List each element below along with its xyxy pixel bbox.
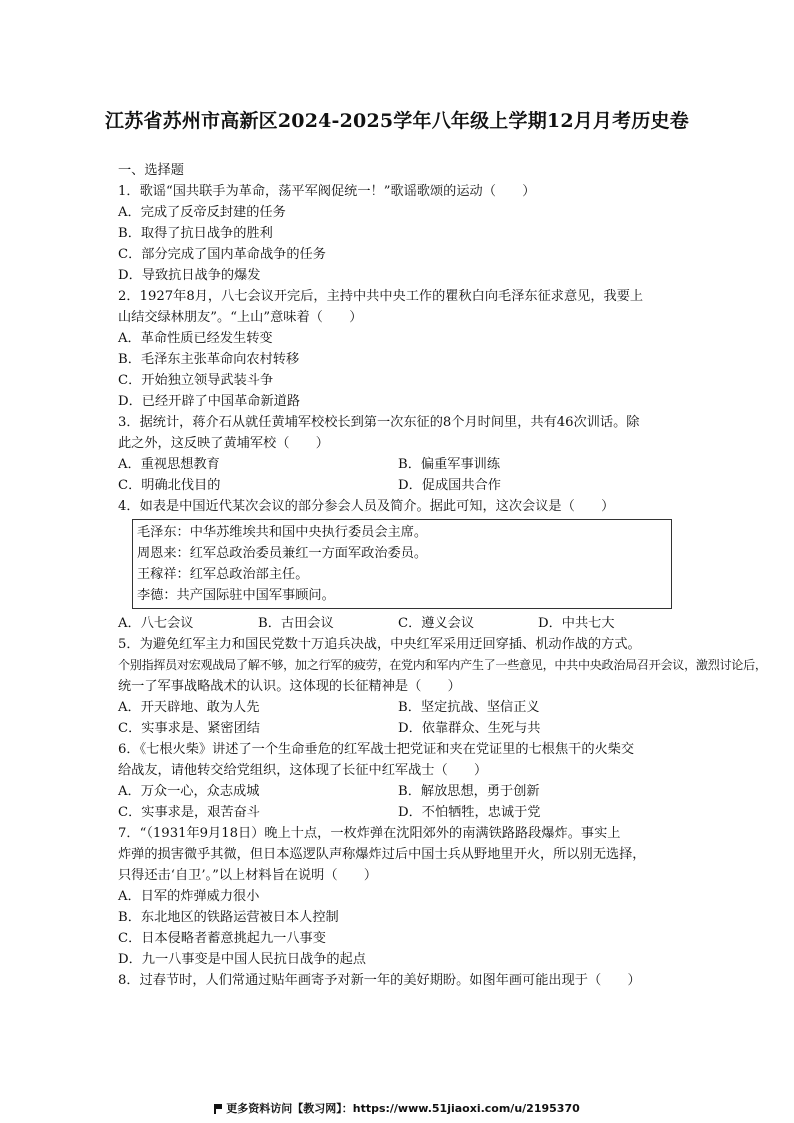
table-row: 王稼祥：红军总政治部主任。: [137, 567, 309, 582]
option-b: B．解放思想，勇于创新: [398, 784, 540, 799]
question-stem: 8．过春节时，人们常通过贴年画寄予对新一年的美好期盼。如图年画可能出现于（ ）: [118, 973, 641, 988]
question-2: [118, 286, 678, 412]
option-b: B．坚定抗战、坚信正义: [398, 700, 540, 715]
option-c: C．部分完成了国内革命战争的任务: [118, 247, 326, 262]
option-d: D．不怕牺牲，忠诚于党: [398, 805, 541, 820]
option-b: B．东北地区的铁路运营被日本人控制: [118, 910, 339, 925]
question-stem: 4．如表是中国近代某次会议的部分参会人员及简介。据此可知，这次会议是（ ）: [118, 499, 615, 514]
option-d: D．促成国共合作: [398, 478, 501, 493]
question-stem: 5．为避免红军主力和国民党数十万追兵决战，中央红军采用迂回穿插、机动作战的方式。: [118, 637, 641, 652]
question-stem: 个别指挥员对宏观战局了解不够，加之行军的疲劳，在党内和军内产生了一些意见，中共中央政治局召开会议，激烈讨论后，: [118, 658, 767, 672]
question-stem: 7．“（1931年9月18日）晚上十点，一枚炸弹在沈阳郊外的南满铁路路段爆炸。事实上: [118, 826, 621, 841]
question-stem: 山结交绿林朋友”。“上山”意味着（ ）: [118, 310, 363, 325]
question-1: [118, 181, 678, 286]
option-b: B．毛泽东主张革命向农村转移: [118, 352, 300, 367]
option-a: A．重视思想教育: [118, 457, 220, 472]
flag-icon: [214, 1104, 222, 1113]
question-4: [118, 496, 678, 634]
option-b: B．古田会议: [258, 616, 334, 631]
option-b: B．偏重军事训练: [398, 457, 501, 472]
footer-text: 更多资料访问【教习网】：https://www.51jiaoxi.com/u/2195370: [226, 1102, 580, 1115]
option-c: C．日本侵略者蓄意挑起九一八事变: [118, 931, 326, 946]
option-c: C．开始独立领导武装斗争: [118, 373, 274, 388]
option-c: C．实事求是、紧密团结: [118, 721, 260, 736]
footer-link[interactable]: [0, 1100, 794, 1116]
option-a: A．万众一心，众志成城: [118, 784, 260, 799]
question-3: [118, 412, 678, 496]
option-a: A．完成了反帝反封建的任务: [118, 205, 286, 220]
option-c: C．遵义会议: [398, 616, 475, 631]
question-list: [118, 160, 767, 991]
table-row: 李德：共产国际驻中国军事顾问。: [137, 588, 335, 603]
question-stem: 2．1927年8月，八七会议开完后，主持中共中央工作的瞿秋白向毛泽东征求意见，我要上: [118, 289, 644, 304]
question-6: [118, 739, 678, 823]
option-d: D．中共七大: [538, 616, 615, 631]
page-title: 江苏省苏州市高新区2024-2025学年八年级上学期12月月考历史卷: [105, 110, 689, 132]
question-stem: 只得还击‘自卫’。”以上材料旨在说明（ ）: [118, 868, 378, 883]
question-stem: 1．歌谣“国共联手为革命，荡平军阀促统一！”歌谣歌颂的运动（ ）: [118, 184, 536, 199]
question-stem: 统一了军事战略战术的认识。这体现的长征精神是（ ）: [118, 679, 461, 694]
option-d: D．已经开辟了中国革命新道路: [118, 394, 301, 409]
table-row: 毛泽东：中华苏维埃共和国中央执行委员会主席。: [137, 525, 428, 540]
option-a: A．日军的炸弹威力很小: [118, 889, 260, 904]
option-c: C．明确北伐目的: [118, 478, 221, 493]
option-a: A．八七会议: [118, 616, 194, 631]
question-stem: 6．《七根火柴》讲述了一个生命垂危的红军战士把党证和夹在党证里的七根焦干的火柴交: [118, 742, 635, 757]
option-a: A．开天辟地、敢为人先: [118, 700, 260, 715]
option-b: B．取得了抗日战争的胜利: [118, 226, 273, 241]
table-row: 周恩来：红军总政治委员兼红一方面军政治委员。: [137, 546, 428, 561]
question-7: [118, 823, 678, 970]
question-stem: 3．据统计，蒋介石从就任黄埔军校校长到第一次东征的8个月时间里，共有46次训话。除: [118, 415, 640, 430]
question-stem: 此之外，这反映了黄埔军校（ ）: [118, 436, 329, 451]
option-d: D．九一八事变是中国人民抗日战争的起点: [118, 952, 366, 967]
question-stem: 炸弹的损害微乎其微，但日本巡逻队声称爆炸过后中国士兵从野地里开火，所以别无选择，: [118, 847, 646, 862]
question-8: [118, 970, 678, 991]
option-a: A．革命性质已经发生转变: [118, 331, 273, 346]
option-d: D．导致抗日战争的爆发: [118, 268, 261, 283]
question-stem: 给战友，请他转交给党组织，这体现了长征中红军战士（ ）: [118, 763, 488, 778]
option-d: D．依靠群众、生死与共: [398, 721, 541, 736]
option-c: C．实事求是，艰苦奋斗: [118, 805, 260, 820]
question-5: [118, 634, 767, 739]
participant-table: [132, 519, 672, 609]
section-heading: 一、选择题: [118, 163, 184, 178]
